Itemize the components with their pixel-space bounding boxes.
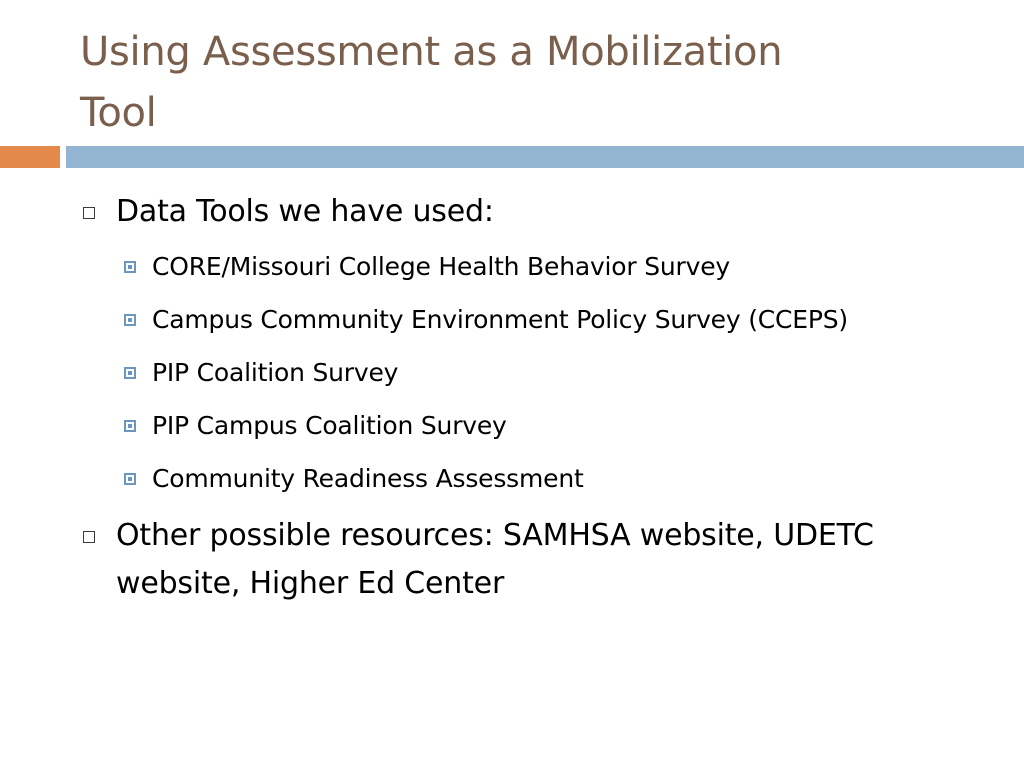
sub-bullet-text: Campus Community Environment Policy Survey (CCEPS) bbox=[152, 305, 848, 334]
square-bullet-icon bbox=[83, 531, 95, 543]
sub-bullet-item bbox=[152, 305, 848, 335]
accent-bar-blue bbox=[66, 146, 1024, 168]
slide-title bbox=[80, 22, 980, 144]
square-bullet-icon bbox=[124, 367, 136, 379]
bullet-item-other-resources bbox=[116, 512, 874, 608]
sub-bullet-item bbox=[152, 252, 730, 282]
sub-bullet-text: PIP Campus Coalition Survey bbox=[152, 411, 507, 440]
square-bullet-icon bbox=[124, 420, 136, 432]
square-bullet-icon bbox=[83, 207, 95, 219]
sub-bullet-text: PIP Coalition Survey bbox=[152, 358, 399, 387]
slide-title-line-2: Tool bbox=[80, 90, 157, 136]
square-bullet-icon bbox=[124, 314, 136, 326]
slide-title-line-1: Using Assessment as a Mobilization bbox=[80, 29, 783, 75]
sub-bullet-text: Community Readiness Assessment bbox=[152, 464, 584, 493]
bullet-item-data-tools bbox=[116, 188, 494, 236]
sub-bullet-item bbox=[152, 358, 398, 388]
sub-bullet-item bbox=[152, 411, 507, 441]
bullet-text-line-2: website, Higher Ed Center bbox=[116, 566, 505, 601]
accent-bar-orange bbox=[0, 146, 60, 168]
square-bullet-icon bbox=[124, 473, 136, 485]
bullet-text: Data Tools we have used: bbox=[116, 194, 494, 229]
bullet-text-line-1: Other possible resources: SAMHSA website, UDETC bbox=[116, 518, 874, 553]
sub-bullet-item bbox=[152, 464, 584, 494]
square-bullet-icon bbox=[124, 261, 136, 273]
sub-bullet-text: CORE/Missouri College Health Behavior Survey bbox=[152, 252, 730, 281]
